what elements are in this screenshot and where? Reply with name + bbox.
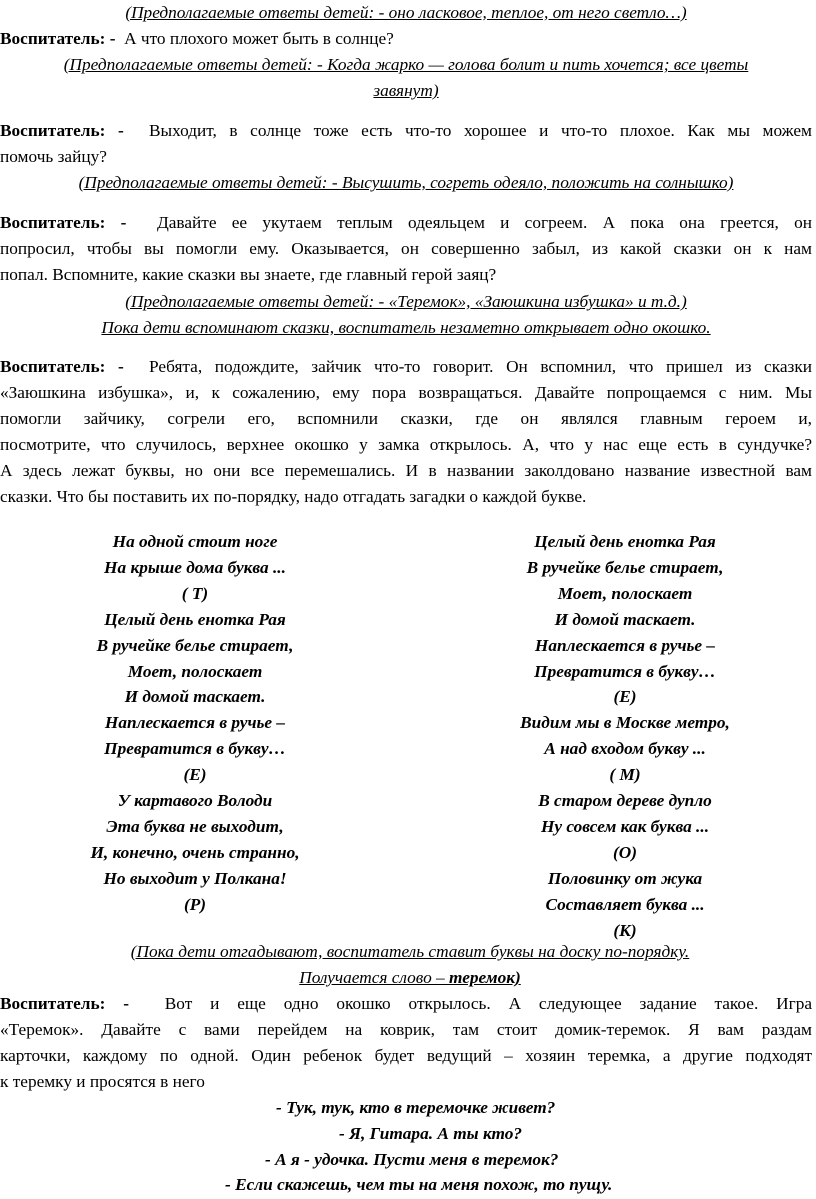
riddle-line: И домой таскает. (124, 687, 266, 707)
riddle-line: Целый день енотка Рая (104, 609, 286, 629)
riddle-line: Видим мы в Москве метро, (520, 713, 730, 733)
note-expected-answers-3: (Предполагаемые ответы детей: - Высушить, согреть одеяло, положить на солнышко) (78, 173, 734, 192)
riddle-line: ( М) (609, 765, 641, 785)
riddles-left-column (40, 529, 350, 918)
para-text: Ребята, подождите, зайчик что-то говорит. Он вспомнил, что пришел из сказки (149, 357, 813, 376)
teacher-para-2-line1 (0, 118, 812, 144)
speaker-label: Воспитатель: - (0, 213, 127, 232)
teacher-para-4-line4: посмотрите, что случилось, верхнее окошко у замка открылось. А, что у нас еще есть в сундучке? (0, 435, 812, 454)
note-expected-answers-2b: завянут) (373, 81, 439, 100)
riddle-line: В ручейке белье стирает, (96, 635, 294, 655)
riddle-line: ( Т) (181, 583, 209, 603)
teacher-para-4-line6: сказки. Что бы поставить их по-порядку, надо отгадать загадки о каждой букве. (0, 487, 587, 506)
riddle-line: Превратится в букву… (534, 661, 716, 681)
teacher-para-5-line4: к теремку и просятся в него (0, 1072, 205, 1091)
teacher-para-4-line3: помогли зайчику, согрели его, вспомнили сказки, где он являлся главным героем и, (0, 409, 812, 428)
result-prefix: Получается слово – (299, 968, 449, 987)
teacher-para-3-line2: попросил, чтобы вы помогли ему. Оказывается, он совершенно забыл, из какой сказки он к нам (0, 239, 812, 258)
note-expected-answers-1: (Предполагаемые ответы детей: - оно ласковое, теплое, от него светло…) (125, 3, 687, 22)
speaker-label: Воспитатель: - (0, 29, 116, 48)
riddle-line: Целый день енотка Рая (534, 532, 716, 551)
riddle-line: На крыше дома буква ... (104, 557, 286, 577)
speaker-label: Воспитатель: - (0, 121, 124, 140)
note-teacher-action: Пока дети вспоминают сказки, воспитатель незаметно открывает одно окошко. (101, 318, 711, 337)
riddle-line: (Р) (183, 894, 207, 914)
riddles-right-column (470, 529, 780, 944)
teacher-para-4-line2: «Заюшкина избушка», и, к сожалению, ему пора возвращаться. Давайте попрощаемся с ним. Мы (0, 383, 812, 402)
riddle-line: Половинку от жука (547, 868, 703, 888)
teacher-para-2-line2: помочь зайцу? (0, 147, 107, 166)
riddle-line: Моет, полоскает (127, 661, 263, 681)
riddle-line: Эта буква не выходит, (106, 816, 284, 836)
result-word: теремок) (449, 968, 521, 987)
note-result-word (30, 965, 790, 991)
riddle-line: В ручейке белье стирает, (526, 557, 724, 577)
riddle-line: А над входом букву ... (544, 739, 706, 759)
note-expected-answers-2a: (Предполагаемые ответы детей: - Когда жарко — голова болит и пить хочется; все цветы (63, 55, 749, 74)
riddle-line: (О) (613, 842, 637, 862)
dialogue-line: - А я - удочка. Пусти меня в теремок? (265, 1149, 559, 1169)
game-dialogue (0, 1095, 816, 1198)
note-expected-answers-4: (Предполагаемые ответы детей: - «Теремок», «Заюшкина избушка» и т.д.) (125, 292, 687, 311)
riddle-line: (Е) (613, 687, 637, 707)
riddle-line: Превратится в букву… (104, 739, 286, 759)
question-text: А что плохого может быть в солнце? (124, 29, 394, 48)
teacher-question-1 (0, 26, 812, 52)
riddle-line: Моет, полоскает (557, 583, 693, 603)
para-text: Выходит, в солнце тоже есть что-то хорошее и что-то плохое. Как мы можем (148, 121, 812, 140)
riddle-line: Составляет буква ... (545, 894, 705, 914)
riddle-line: И, конечно, очень странно, (90, 842, 300, 862)
teacher-para-4-line1 (0, 354, 812, 380)
note-letters-order: (Пока дети отгадывают, воспитатель ставит буквы на доску по-порядку. (130, 942, 690, 961)
riddle-line: Ну совсем как буква ... (540, 816, 710, 836)
riddle-line: В старом дереве дупло (538, 791, 712, 811)
riddle-line: (К) (613, 920, 637, 940)
para-text: Давайте ее укутаем теплым одеяльцем и согреем. А пока она греется, он (156, 213, 813, 232)
riddle-line: Наплескается в ручье – (534, 635, 716, 655)
speaker-label: Воспитатель: - (0, 357, 124, 376)
dialogue-line: - Если скажешь, чем ты на меня похож, то пущу. (225, 1175, 613, 1195)
para-text: Вот и еще одно окошко открылось. А следующее задание такое. Игра (164, 994, 813, 1013)
teacher-para-3-line3: попал. Вспомните, какие сказки вы знаете, где главный герой заяц? (0, 265, 497, 284)
speaker-label: Воспитатель: - (0, 994, 130, 1013)
riddle-line: И домой таскает. (554, 609, 696, 629)
teacher-para-5-line1 (0, 991, 812, 1017)
teacher-para-5-line2: «Теремок». Давайте с вами перейдем на коврик, там стоит домик-теремок. Я вам раздам (0, 1020, 812, 1039)
riddle-line: Но выходит у Полкана! (103, 868, 287, 888)
dialogue-line: - Я, Гитара. А ты кто? (339, 1123, 522, 1143)
riddle-line: Наплескается в ручье – (104, 713, 286, 733)
teacher-para-3-line1 (0, 210, 812, 236)
teacher-para-5-line3: карточки, каждому по одной. Один ребенок будет ведущий – хозяин теремка, а другие подходят (0, 1046, 812, 1065)
dialogue-line: - Тук, тук, кто в теремочке живет? (276, 1098, 556, 1117)
riddle-line: На одной стоит ноге (112, 532, 278, 551)
teacher-para-4-line5: А здесь лежат буквы, но они все перемешались. И в названии заколдовано название известной вам (0, 461, 812, 480)
riddle-line: У картавого Володи (117, 791, 273, 811)
riddle-line: (Е) (183, 765, 207, 785)
